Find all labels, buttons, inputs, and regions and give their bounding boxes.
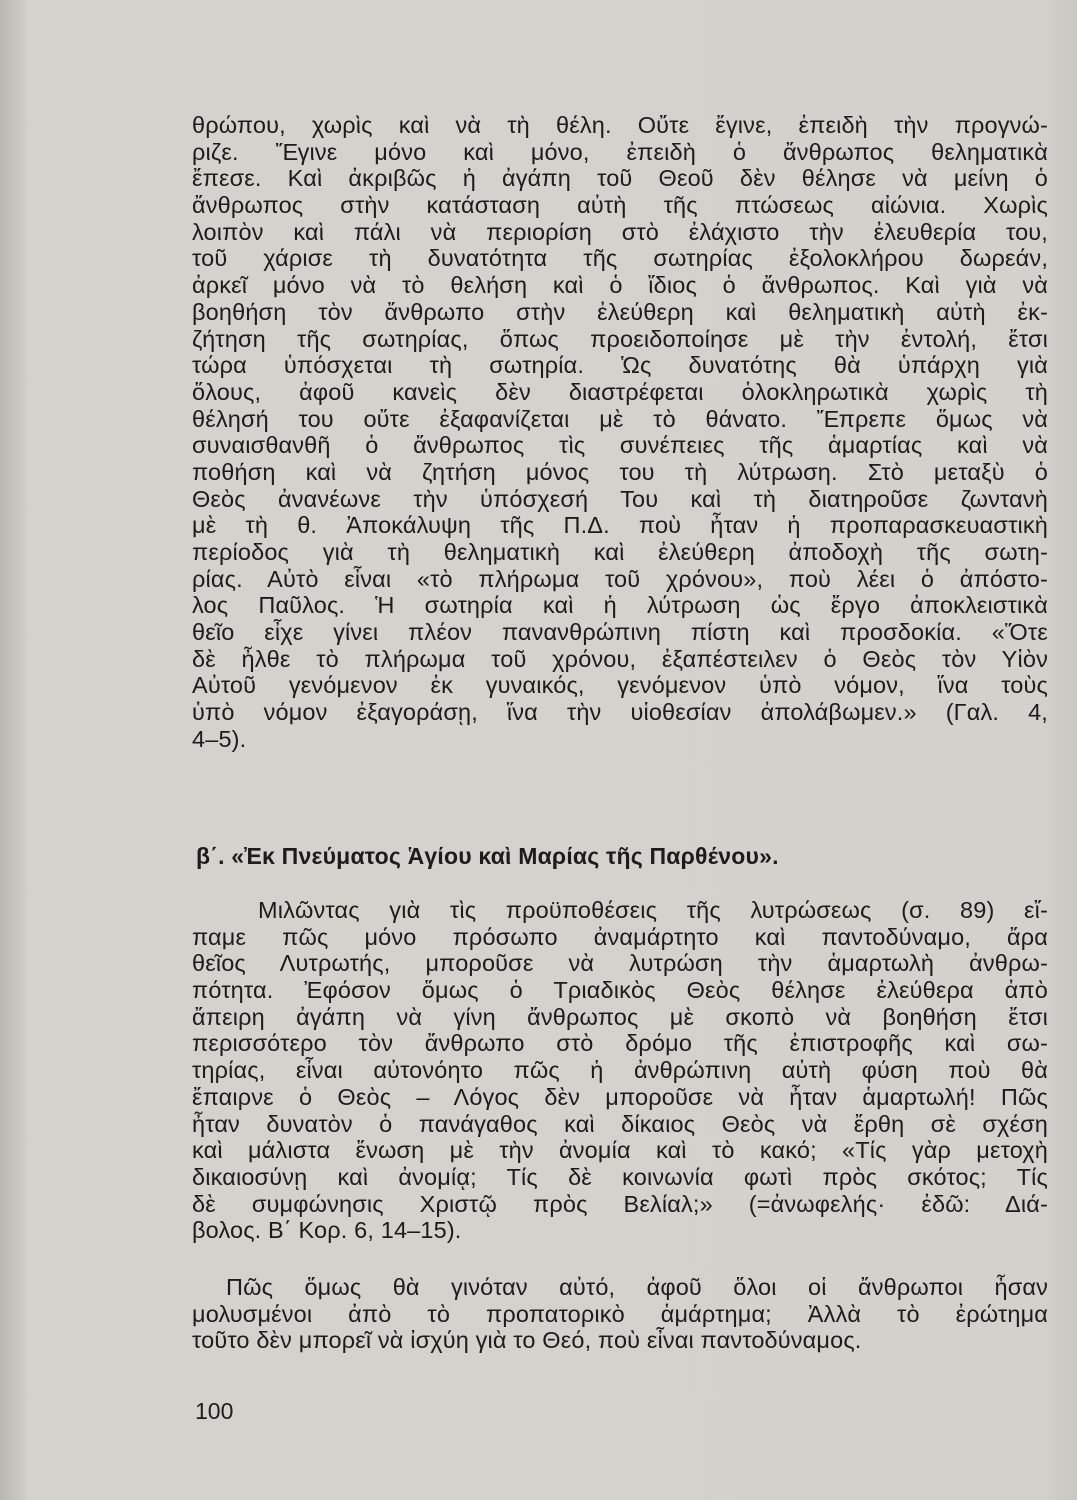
- text-line: συναισθανθῆ ὁ ἄνθρωπος τὶς συνέπειες τῆς ἁμαρτίας καὶ νὰ: [192, 432, 1048, 459]
- text-line: ρίας. Αὐτὸ εἶναι «τὸ πλήρωμα τοῦ χρόνου», ποὺ λέει ὁ ἀπόστο-: [192, 565, 1048, 592]
- text-line: παμε πῶς μόνο πρόσωπο ἀναμάρτητο καὶ παντοδύναμο, ἄρα: [192, 923, 1048, 950]
- text-line: μολυσμένοι ἀπὸ τὸ προπατορικὸ ἁμάρτημα; Ἀλλὰ τὸ ἐρώτημα: [192, 1300, 1048, 1327]
- text-line: θεῖος Λυτρωτής, μποροῦσε νὰ λυτρώση τὴν ἁμαρτωλὴ ἀνθρω-: [192, 950, 1048, 977]
- text-line: βολος. Β΄ Κορ. 6, 14–15).: [192, 1217, 462, 1244]
- text-line: τοῦτο δὲν μπορεῖ νὰ ἰσχύη γιὰ το Θεό, ποὺ εἶναι παντοδύναμος.: [192, 1327, 862, 1354]
- text-line: περισσότερο τὸν ἄνθρωπο στὸ δρόμο τῆς ἐπιστροφῆς καὶ σω-: [192, 1030, 1048, 1057]
- text-line: λος Παῦλος. Ἡ σωτηρία καὶ ἡ λύτρωση ὡς ἔργο ἀποκλειστικὰ: [192, 592, 1048, 619]
- section-paragraph-1: [192, 897, 1048, 1244]
- text-line: ποθήση καὶ νὰ ζητήση μόνος του τὴ λύτρωση. Στὸ μεταξὺ ὁ: [192, 458, 1048, 485]
- text-line: 4–5).: [192, 725, 247, 752]
- text-line: τοῦ χάρισε τὴ δυνατότητα τῆς σωτηρίας ἐξολοκλήρου δωρεάν,: [192, 245, 1048, 272]
- text-line: βοηθήση τὸν ἄνθρωπο στὴν ἐλεύθερη καὶ θεληματικὴ αὐτὴ ἐκ-: [192, 298, 1048, 325]
- text-line: ὑπὸ νόμον ἐξαγοράσῃ, ἵνα τὴν υἱοθεσίαν ἀπολάβωμεν.» (Γαλ. 4,: [192, 699, 1048, 726]
- text-line: ἄπειρη ἀγάπη νὰ γίνη ἄνθρωπος μὲ σκοπὸ νὰ βοηθήση ἔτσι: [192, 1003, 1048, 1030]
- text-line: θρώπου, χωρὶς καὶ νὰ τὴ θέλη. Οὔτε ἔγινε, ἐπειδὴ τὴν προγνώ-: [192, 112, 1048, 138]
- page-binding-edge: [0, 0, 26, 1500]
- text-line: ἔπαιρνε ὁ Θεὸς – Λόγος δὲν μποροῦσε νὰ ἦταν ἁμαρτωλή! Πῶς: [192, 1083, 1048, 1110]
- text-line: πότητα. Ἐφόσον ὅμως ὁ Τριαδικὸς Θεὸς θέλησε ἐλεύθερα ἀπὸ: [192, 977, 1048, 1004]
- text-line: ἔπεσε. Καὶ ἀκριβῶς ἡ ἀγάπη τοῦ Θεοῦ δὲν θέλησε νὰ μείνη ὁ: [192, 165, 1048, 192]
- text-line: Μιλῶντας γιὰ τὶς προϋποθέσεις τῆς λυτρώσεως (σ. 89) εἴ-: [258, 897, 1048, 923]
- text-line: καὶ μάλιστα ἕνωση μὲ τὴν ἀνομία καὶ τὸ κακό; «Τίς γὰρ μετοχὴ: [192, 1137, 1048, 1164]
- text-line: ριζε. Ἔγινε μόνο καὶ μόνο, ἐπειδὴ ὁ ἄνθρωπος θεληματικὰ: [192, 138, 1048, 165]
- text-line: περίοδος γιὰ τὴ θεληματικὴ καὶ ἐλεύθερη ἀποδοχὴ τῆς σωτη-: [192, 539, 1048, 565]
- page-number: 100: [195, 1398, 234, 1424]
- text-line: ἦταν δυνατὸν ὁ πανάγαθος καὶ δίκαιος Θεὸς νὰ ἔρθη σὲ σχέση: [192, 1110, 1048, 1137]
- text-line: θέλησή του οὔτε ἐξαφανίζεται μὲ τὸ θάνατο. Ἔπρεπε ὅμως νὰ: [192, 405, 1048, 432]
- text-line: μὲ τὴ θ. Ἀποκάλυψη τῆς Π.Δ. ποὺ ἦταν ἡ προπαρασκευαστικὴ: [192, 512, 1048, 539]
- text-line: Πῶς ὅμως θὰ γινόταν αὐτό, ἀφοῦ ὅλοι οἱ ἄνθρωποι ἦσαν: [226, 1274, 1048, 1300]
- text-line: τώρα ὑπόσχεται τὴ σωτηρία. Ὡς δυνατότης θὰ ὑπάρχη γιὰ: [192, 352, 1048, 379]
- text-line: Αὐτοῦ γενόμενον ἐκ γυναικός, γενόμενον ὑπὸ νόμον, ἵνα τοὺς: [192, 672, 1048, 699]
- section-heading: β΄. «Ἐκ Πνεύματος Ἁγίου καὶ Μαρίας τῆς Παρθένου».: [196, 843, 779, 869]
- text-line: δὲ συμφώνησις Χριστῷ πρὸς Βελίαλ;» (=ἀνωφελής· ἐδῶ: Διά-: [192, 1190, 1048, 1217]
- text-line: ἀρκεῖ μόνο νὰ τὸ θελήση καὶ ὁ ἴδιος ὁ ἄνθρωπος. Καὶ γιὰ νὰ: [192, 272, 1048, 299]
- text-line: ὅλους, ἀφοῦ κανεὶς δὲν διαστρέφεται ὁλοκληρωτικὰ χωρὶς τὴ: [192, 378, 1048, 405]
- text-line: λοιπὸν καὶ πάλι νὰ περιορίση στὸ ἐλάχιστο τὴν ἐλευθερία του,: [192, 218, 1048, 245]
- text-line: Θεὸς ἀνανέωνε τὴν ὑπόσχεσή Του καὶ τὴ διατηροῦσε ζωντανὴ: [192, 485, 1048, 512]
- section-paragraph-2: [192, 1274, 1048, 1354]
- continuation-paragraph: [192, 112, 1048, 753]
- text-line: θεῖο εἶχε γίνει πλέον πανανθρώπινη πίστη καὶ προσδοκία. «Ὅτε: [192, 619, 1048, 646]
- text-line: ζήτηση τῆς σωτηρίας, ὅπως προειδοποίησε μὲ τὴν ἐντολή, ἔτσι: [192, 325, 1048, 352]
- text-line: ἄνθρωπος στὴν κατάσταση αὐτὴ τῆς πτώσεως αἰώνια. Χωρὶς: [192, 192, 1048, 219]
- text-line: τηρίας, εἶναι αὐτονόητο πῶς ἡ ἀνθρώπινη αὐτὴ φύση ποὺ θὰ: [192, 1057, 1048, 1084]
- text-line: δὲ ἦλθε τὸ πλήρωμα τοῦ χρόνου, ἐξαπέστειλεν ὁ Θεὸς τὸν Υἱὸν: [192, 645, 1048, 672]
- text-line: δικαιοσύνῃ καὶ ἀνομίᾳ; Τίς δὲ κοινωνία φωτὶ πρὸς σκότος; Τίς: [192, 1163, 1048, 1190]
